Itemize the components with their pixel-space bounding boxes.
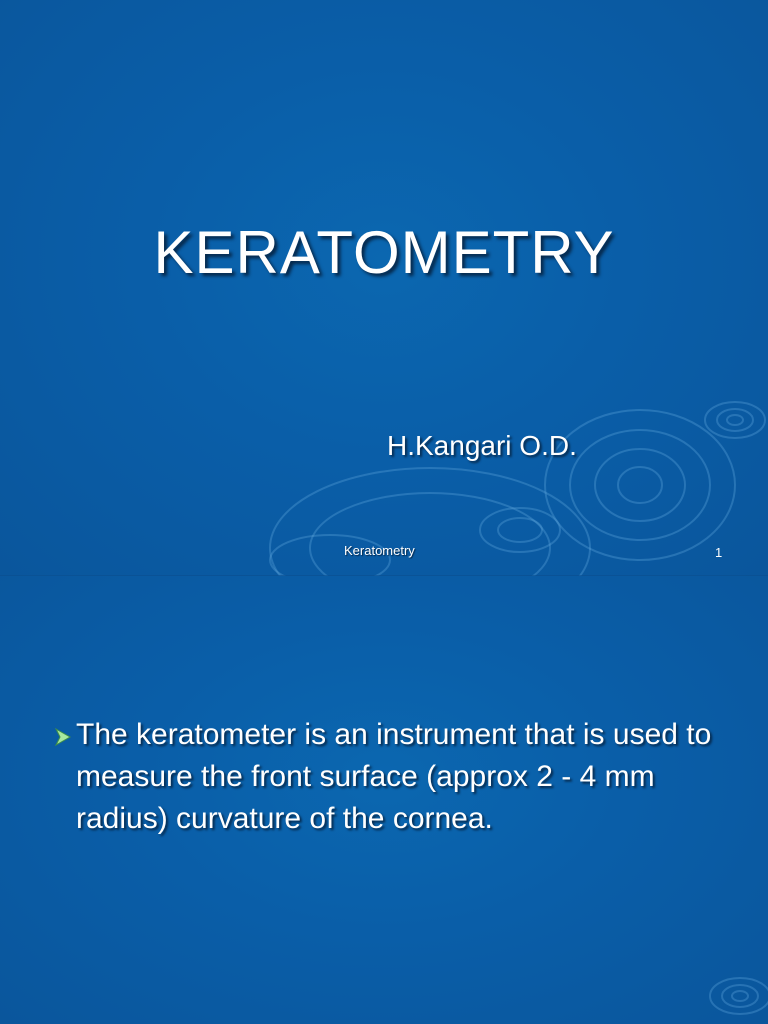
- bullet-text: The keratometer is an instrument that is used to measure the front surface (approx 2 - 4 mm radius) curvature of the cornea.: [76, 718, 712, 835]
- bullet-item: [50, 714, 730, 840]
- slide-number: 1: [715, 545, 723, 560]
- arrow-bullet-icon: [50, 728, 76, 746]
- slide-title: KERATOMETRY: [153, 219, 615, 286]
- slide-2: [0, 576, 768, 1024]
- slide-footer: Keratometry: [344, 543, 415, 558]
- author-subtitle: H.Kangari O.D.: [387, 430, 577, 461]
